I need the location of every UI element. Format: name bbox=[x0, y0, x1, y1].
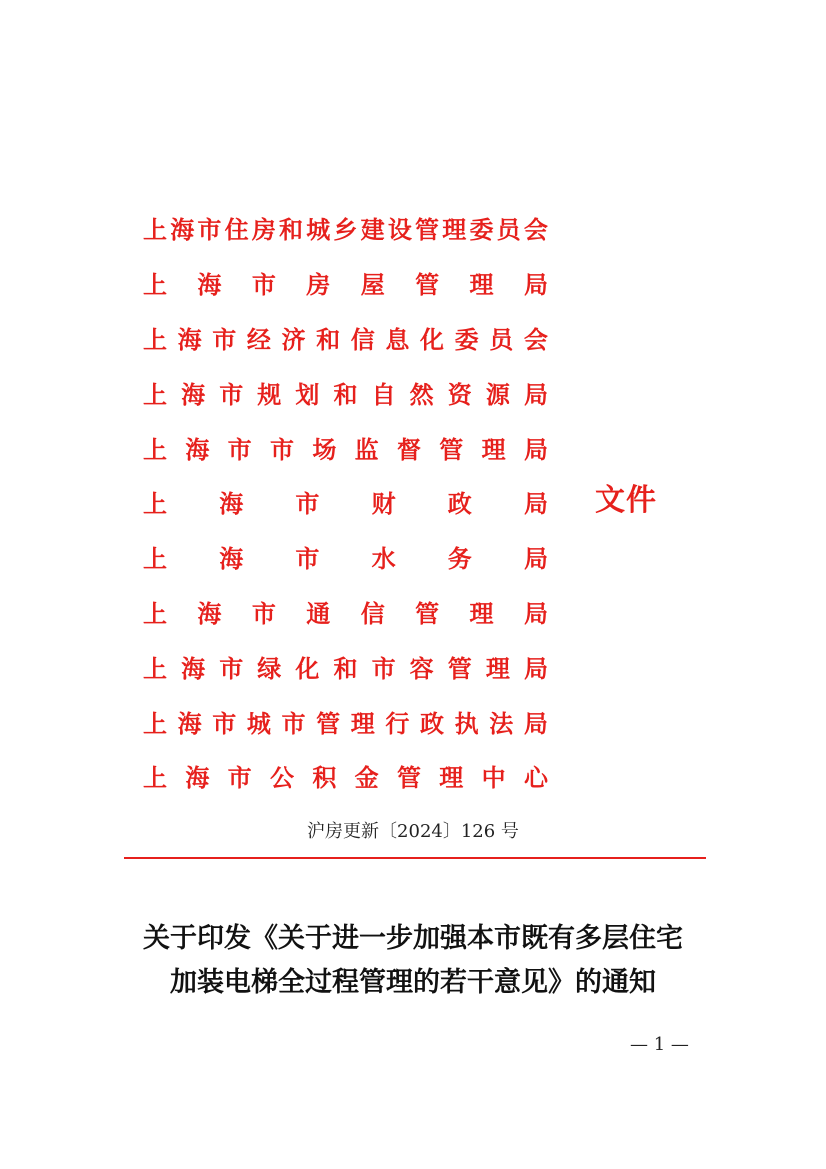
issuer-char: 上 bbox=[143, 324, 167, 354]
title-line-2: 加装电梯全过程管理的若干意见》的通知 bbox=[170, 967, 656, 998]
issuer-char: 市 bbox=[295, 489, 320, 519]
issuer-char: 局 bbox=[523, 708, 548, 738]
issuer-line bbox=[143, 587, 548, 642]
issuer-char: 市 bbox=[219, 379, 244, 409]
issuer-char: 理 bbox=[469, 598, 494, 628]
issuer-char: 房 bbox=[306, 270, 331, 300]
issuer-char: 息 bbox=[385, 324, 410, 354]
issuer-char: 市 bbox=[197, 215, 222, 245]
issuer-char: 海 bbox=[197, 270, 222, 300]
issuer-char: 海 bbox=[185, 434, 210, 464]
issuer-char: 海 bbox=[177, 324, 202, 354]
issuer-char: 中 bbox=[481, 763, 506, 793]
issuer-char: 财 bbox=[371, 489, 396, 519]
issuer-char: 上 bbox=[143, 708, 167, 738]
issuer-char: 心 bbox=[523, 763, 548, 793]
issuer-char: 源 bbox=[485, 379, 510, 409]
issuer-char: 设 bbox=[387, 215, 412, 245]
issuer-char: 和 bbox=[279, 215, 304, 245]
issuer-char: 海 bbox=[197, 598, 222, 628]
issuer-char: 市 bbox=[269, 434, 294, 464]
issuer-char: 局 bbox=[523, 434, 548, 464]
issuer-char: 政 bbox=[420, 708, 444, 738]
red-separator-line bbox=[124, 857, 706, 859]
issuer-char: 上 bbox=[143, 544, 167, 574]
issuer-char: 海 bbox=[185, 763, 210, 793]
issuer-char: 和 bbox=[333, 653, 358, 683]
issuer-char: 理 bbox=[350, 708, 375, 738]
issuer-char: 资 bbox=[447, 379, 472, 409]
issuer-list bbox=[143, 203, 548, 806]
issuer-char: 会 bbox=[523, 324, 548, 354]
issuer-char: 市 bbox=[371, 653, 396, 683]
issuer-char: 管 bbox=[415, 215, 440, 245]
issuer-char: 市 bbox=[281, 708, 306, 738]
issuer-char: 理 bbox=[469, 270, 494, 300]
issuer-line bbox=[143, 641, 548, 696]
issuer-char: 执 bbox=[454, 708, 479, 738]
issuer-char: 理 bbox=[481, 434, 506, 464]
issuer-char: 城 bbox=[246, 708, 271, 738]
issuer-char: 规 bbox=[257, 379, 282, 409]
issuer-char: 督 bbox=[396, 434, 421, 464]
issuer-char: 建 bbox=[360, 215, 385, 245]
issuer-char: 委 bbox=[469, 215, 494, 245]
issuer-char: 局 bbox=[523, 544, 548, 574]
document-suffix: 文件 bbox=[595, 483, 657, 518]
issuer-char: 市 bbox=[227, 434, 252, 464]
issuer-char: 理 bbox=[442, 215, 467, 245]
issuer-char: 理 bbox=[439, 763, 464, 793]
issuer-char: 积 bbox=[312, 763, 337, 793]
issuer-char: 经 bbox=[246, 324, 271, 354]
issuer-char: 房 bbox=[251, 215, 276, 245]
issuer-char: 金 bbox=[354, 763, 379, 793]
issuer-char: 水 bbox=[371, 544, 396, 574]
issuer-char: 员 bbox=[489, 324, 514, 354]
issuer-char: 上 bbox=[143, 215, 167, 245]
issuer-char: 场 bbox=[312, 434, 337, 464]
issuer-char: 局 bbox=[523, 270, 548, 300]
document-number: 沪房更新〔2024〕126 号 bbox=[307, 821, 519, 842]
issuer-char: 法 bbox=[489, 708, 514, 738]
issuer-char: 上 bbox=[143, 379, 167, 409]
issuer-char: 上 bbox=[143, 653, 167, 683]
issuer-line bbox=[143, 313, 548, 368]
issuer-char: 上 bbox=[143, 489, 167, 519]
issuer-char: 委 bbox=[454, 324, 479, 354]
issuer-char: 管 bbox=[316, 708, 341, 738]
issuer-char: 务 bbox=[447, 544, 472, 574]
issuer-char: 行 bbox=[385, 708, 410, 738]
issuer-char: 市 bbox=[251, 270, 276, 300]
page-number: — 1 — bbox=[630, 1034, 689, 1055]
issuer-line bbox=[143, 367, 548, 422]
issuer-line bbox=[143, 422, 548, 477]
issuer-char: 屋 bbox=[360, 270, 385, 300]
issuer-line bbox=[143, 696, 548, 751]
issuer-char: 海 bbox=[219, 544, 244, 574]
issuer-char: 市 bbox=[219, 653, 244, 683]
issuer-char: 化 bbox=[420, 324, 444, 354]
issuer-char: 局 bbox=[523, 598, 548, 628]
issuer-char: 市 bbox=[212, 708, 237, 738]
issuer-line bbox=[143, 751, 548, 806]
issuer-char: 海 bbox=[219, 489, 244, 519]
issuer-char: 化 bbox=[295, 653, 320, 683]
issuer-char: 自 bbox=[371, 379, 396, 409]
issuer-char: 会 bbox=[523, 215, 548, 245]
issuer-char: 市 bbox=[212, 324, 237, 354]
issuer-char: 政 bbox=[447, 489, 472, 519]
issuer-char: 上 bbox=[143, 763, 167, 793]
issuer-char: 管 bbox=[396, 763, 421, 793]
issuer-char: 绿 bbox=[257, 653, 282, 683]
issuer-char: 局 bbox=[523, 653, 548, 683]
issuer-char: 管 bbox=[415, 598, 440, 628]
issuer-char: 监 bbox=[354, 434, 379, 464]
issuer-char: 局 bbox=[523, 379, 548, 409]
issuer-char: 上 bbox=[143, 598, 167, 628]
issuer-char: 管 bbox=[447, 653, 472, 683]
issuer-char: 和 bbox=[316, 324, 341, 354]
issuer-char: 海 bbox=[177, 708, 202, 738]
issuer-char: 理 bbox=[485, 653, 510, 683]
issuer-char: 济 bbox=[281, 324, 306, 354]
issuer-char: 员 bbox=[496, 215, 521, 245]
issuer-char: 公 bbox=[269, 763, 294, 793]
issuer-char: 海 bbox=[181, 653, 206, 683]
issuer-line bbox=[143, 477, 548, 532]
issuer-char: 乡 bbox=[333, 215, 358, 245]
document-title bbox=[0, 917, 826, 1005]
issuer-char: 管 bbox=[439, 434, 464, 464]
issuer-char: 上 bbox=[143, 270, 167, 300]
issuer-char: 管 bbox=[415, 270, 440, 300]
title-line-1: 关于印发《关于进一步加强本市既有多层住宅 bbox=[143, 923, 683, 954]
issuer-char: 上 bbox=[143, 434, 167, 464]
issuer-char: 和 bbox=[333, 379, 358, 409]
issuer-char: 海 bbox=[181, 379, 206, 409]
issuer-char: 住 bbox=[224, 215, 249, 245]
issuer-char: 市 bbox=[227, 763, 252, 793]
issuer-line bbox=[143, 203, 548, 258]
issuer-char: 市 bbox=[251, 598, 276, 628]
issuer-char: 容 bbox=[409, 653, 434, 683]
issuer-line bbox=[143, 532, 548, 587]
issuer-char: 市 bbox=[295, 544, 320, 574]
issuer-char: 局 bbox=[523, 489, 548, 519]
issuer-char: 通 bbox=[306, 598, 331, 628]
issuer-line bbox=[143, 258, 548, 313]
issuer-char: 信 bbox=[350, 324, 375, 354]
issuer-char: 海 bbox=[170, 215, 195, 245]
issuer-char: 划 bbox=[295, 379, 320, 409]
issuer-char: 信 bbox=[360, 598, 385, 628]
issuer-char: 然 bbox=[409, 379, 434, 409]
issuer-char: 城 bbox=[306, 215, 331, 245]
